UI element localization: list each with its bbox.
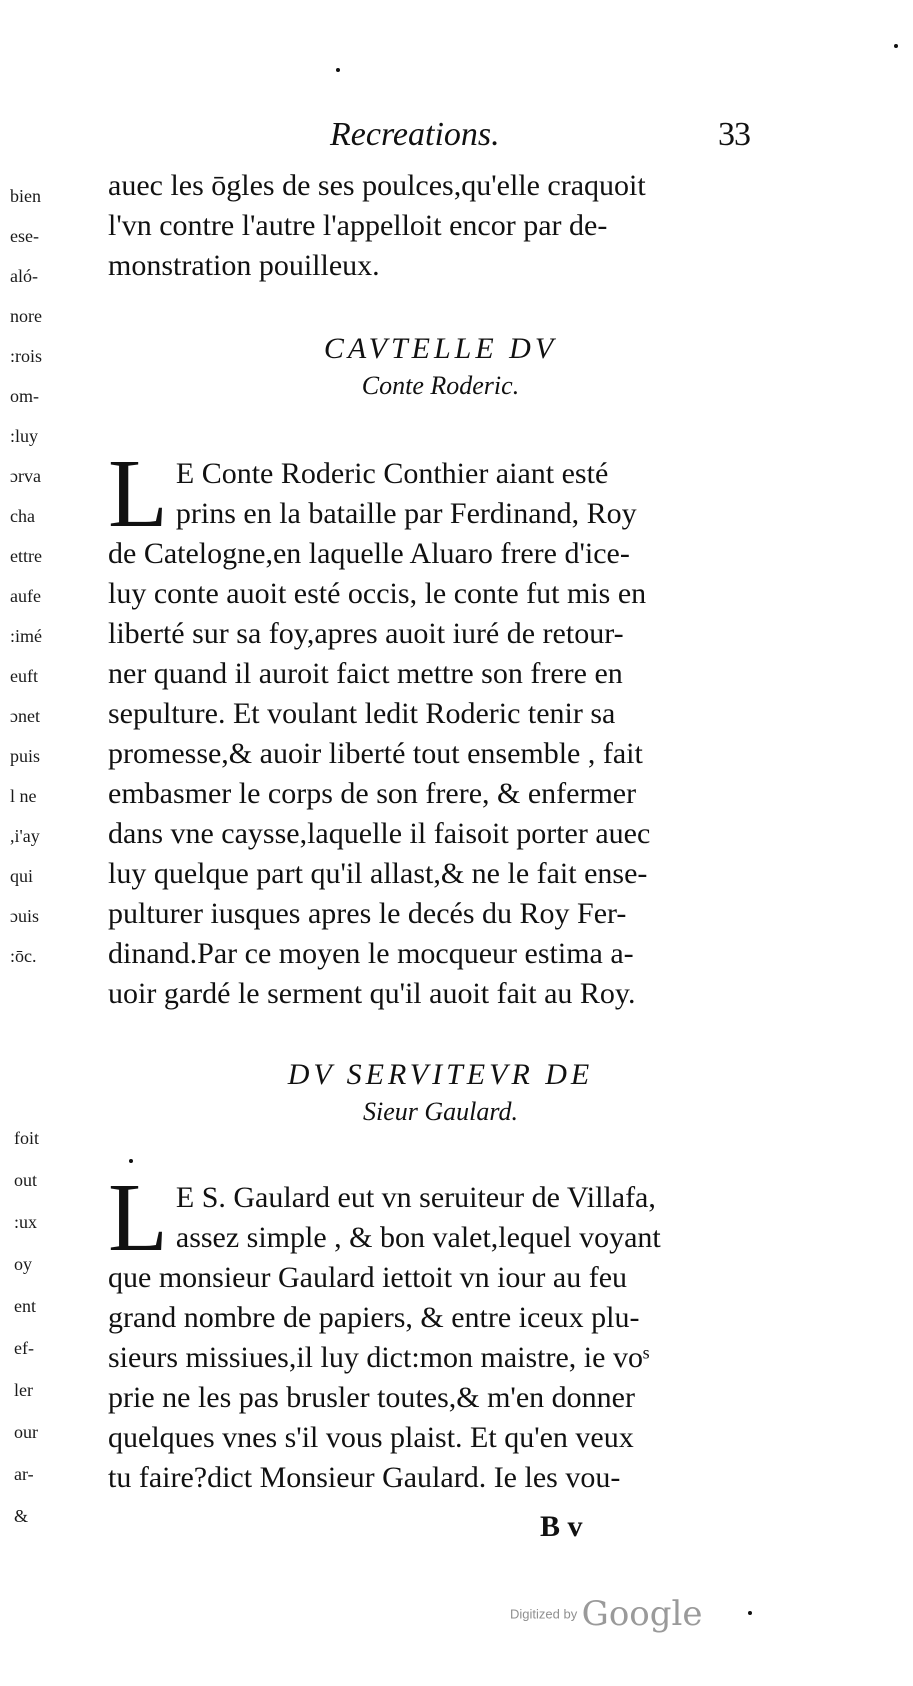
section-title-subtitle: Conte Roderic. bbox=[361, 371, 520, 400]
margin-fragment: :ux bbox=[14, 1212, 38, 1232]
running-title: Recreations. bbox=[330, 116, 500, 153]
margin-fragment: l ne bbox=[10, 786, 37, 806]
margin-fragment: qui bbox=[10, 866, 34, 886]
story-roderic bbox=[108, 440, 773, 1014]
text-line: grand nombre de papiers, & entre iceux plu- bbox=[108, 1301, 640, 1334]
continued-paragraph bbox=[108, 166, 773, 286]
margin-fragment: aló- bbox=[10, 266, 38, 286]
margin-fragment: & bbox=[14, 1506, 29, 1526]
text-line: E Conte Roderic Conthier aiant esté bbox=[175, 457, 609, 490]
margin-fragment: euft bbox=[10, 666, 38, 686]
margin-fragment: ler bbox=[14, 1380, 33, 1400]
text-line: dinand.Par ce moyen le mocqueur estima a- bbox=[108, 937, 634, 970]
text-line: que monsieur Gaulard iettoit vn iour au feu bbox=[108, 1261, 628, 1294]
section-title-main: CAVTELLE DV bbox=[323, 332, 558, 365]
margin-fragment: aufe bbox=[10, 586, 41, 606]
page-number: 33 bbox=[718, 116, 750, 153]
margin-fragment: :luy bbox=[10, 426, 39, 446]
margin-fragment: cha bbox=[10, 506, 35, 526]
watermark-prefix: Digitized by bbox=[510, 1606, 578, 1622]
margin-fragment: ɔrva bbox=[10, 466, 41, 486]
text-line: liberté sur sa foy,apres auoit iuré de retour- bbox=[108, 617, 624, 650]
margin-fragment: :imé bbox=[10, 626, 42, 646]
drop-cap: L bbox=[108, 440, 168, 548]
text-line: dans vne caysse,laquelle il faisoit porter auec bbox=[108, 817, 651, 850]
margin-fragment: ese- bbox=[10, 226, 39, 246]
text-line: ner quand il auroit faict mettre son frere en bbox=[108, 657, 623, 690]
text-line: embasmer le corps de son frere, & enfermer bbox=[108, 777, 637, 810]
watermark-logo: Google bbox=[581, 1594, 703, 1634]
ink-speck bbox=[748, 1611, 752, 1615]
text-line: monstration pouilleux. bbox=[108, 249, 380, 282]
signature-mark bbox=[540, 1510, 583, 1544]
margin-fragment: nore bbox=[10, 306, 42, 326]
margin-fragment: ,i'ay bbox=[10, 826, 40, 846]
text-line: tu faire?dict Monsieur Gaulard. Ie les vou- bbox=[108, 1461, 621, 1494]
text-line: de Catelogne,en laquelle Aluaro frere d'ice- bbox=[108, 537, 630, 570]
margin-fragment: out bbox=[14, 1170, 38, 1190]
margin-fragment: :ōc. bbox=[10, 946, 37, 966]
section-title-main: DV SERVITEVR DE bbox=[287, 1058, 594, 1091]
margin-fragment: :rois bbox=[10, 346, 43, 366]
section-title-serviteur bbox=[108, 1056, 773, 1130]
ink-speck bbox=[129, 1159, 133, 1163]
story-gaulard bbox=[108, 1164, 773, 1498]
text-line: assez simple , & bon valet,lequel voyant bbox=[175, 1221, 661, 1254]
text-line: prie ne les pas brusler toutes,& m'en donner bbox=[108, 1381, 635, 1414]
left-margin-fragments-lower bbox=[14, 1117, 48, 1537]
left-margin-fragments bbox=[10, 176, 48, 976]
margin-fragment: ettre bbox=[10, 546, 42, 566]
printer-signature: B v bbox=[540, 1510, 583, 1543]
text-line: pulturer iusques apres le decés du Roy Fer- bbox=[108, 897, 627, 930]
text-line: prins en la bataille par Ferdinand, Roy bbox=[175, 497, 637, 530]
margin-fragment: foit bbox=[14, 1128, 39, 1148]
margin-fragment: ef- bbox=[14, 1338, 34, 1358]
section-title-cautelle bbox=[108, 330, 773, 404]
text-line: sepulture. Et voulant ledit Roderic tenir sa bbox=[108, 697, 616, 730]
text-line: promesse,& auoir liberté tout ensemble , fait bbox=[108, 737, 643, 770]
text-line: E S. Gaulard eut vn seruiteur de Villafa, bbox=[175, 1181, 656, 1214]
margin-fragment: om- bbox=[10, 386, 39, 406]
running-header bbox=[330, 116, 750, 156]
margin-fragment: ent bbox=[14, 1296, 36, 1316]
section-title-subtitle: Sieur Gaulard. bbox=[362, 1097, 519, 1126]
ink-speck bbox=[894, 44, 898, 48]
margin-fragment: ɔuis bbox=[10, 906, 39, 926]
text-line: luy conte auoit esté occis, le conte fut mis en bbox=[108, 577, 647, 610]
text-line: quelques vnes s'il vous plaist. Et qu'en veux bbox=[108, 1421, 634, 1454]
digitization-watermark bbox=[510, 1594, 703, 1634]
drop-cap: L bbox=[108, 1164, 168, 1272]
margin-fragment: oy bbox=[14, 1254, 32, 1274]
text-line: uoir gardé le serment qu'il auoit fait au Roy. bbox=[108, 977, 636, 1010]
margin-fragment: ar- bbox=[14, 1464, 34, 1484]
text-line: auec les ōgles de ses poulces,qu'elle craquoit bbox=[108, 169, 646, 202]
text-line: luy quelque part qu'il allast,& ne le fait ense- bbox=[108, 857, 648, 890]
margin-fragment: ɔnet bbox=[10, 706, 40, 726]
text-line: l'vn contre l'autre l'appelloit encor par de- bbox=[108, 209, 608, 242]
margin-fragment: bien bbox=[10, 186, 41, 206]
margin-fragment: puis bbox=[10, 746, 41, 766]
margin-fragment: our bbox=[14, 1422, 38, 1442]
text-line: sieurs missiues,il luy dict:mon maistre, ie voˢ bbox=[108, 1341, 650, 1374]
ink-speck bbox=[336, 68, 340, 72]
